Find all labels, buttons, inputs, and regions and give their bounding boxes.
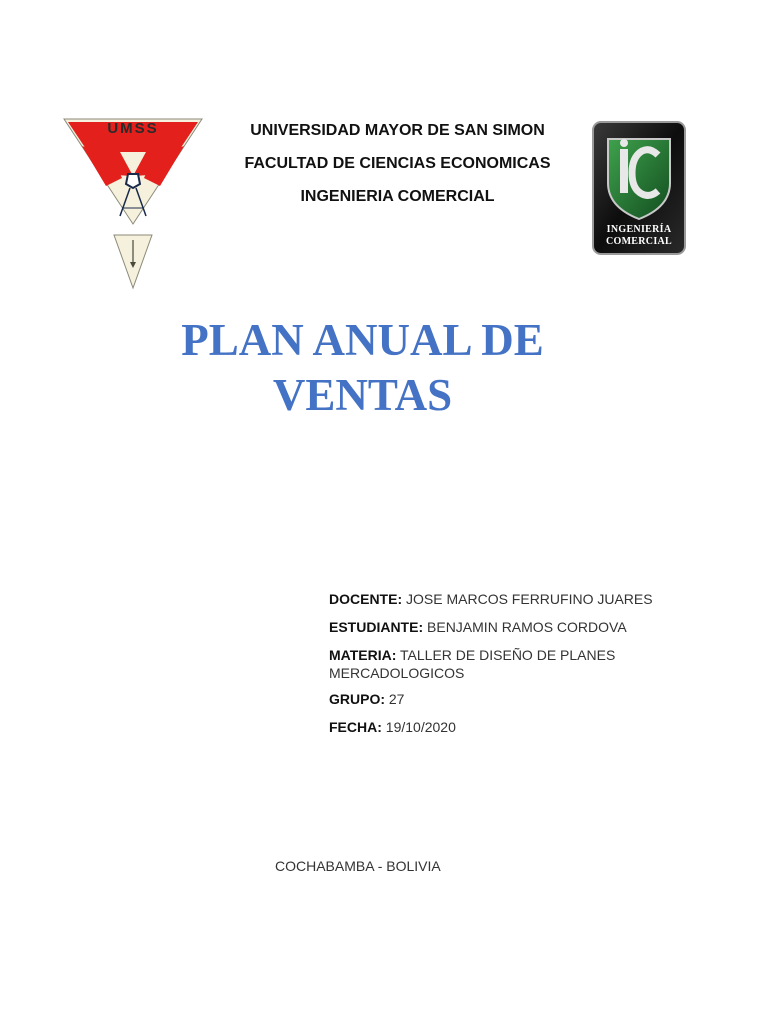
info-block xyxy=(329,590,689,746)
location-footer: COCHABAMBA - BOLIVIA xyxy=(275,858,441,874)
estudiante-row xyxy=(329,618,689,636)
document-title xyxy=(150,313,575,423)
grupo-row xyxy=(329,690,689,708)
materia-label: MATERIA: xyxy=(329,647,397,663)
docente-value: JOSE MARCOS FERRUFINO JUARES xyxy=(406,591,653,607)
umss-shield-icon xyxy=(62,116,204,291)
grupo-label: GRUPO: xyxy=(329,691,385,707)
docente-row xyxy=(329,590,689,608)
ic-logo-line2: COMERCIAL xyxy=(605,236,673,247)
estudiante-label: ESTUDIANTE: xyxy=(329,619,424,635)
grupo-value: 27 xyxy=(388,691,405,707)
docente-label: DOCENTE: xyxy=(329,591,403,607)
university-name: UNIVERSIDAD MAYOR DE SAN SIMON xyxy=(250,122,545,139)
umss-logo-text: UMSS xyxy=(107,120,159,137)
fecha-value: 19/10/2020 xyxy=(385,719,456,735)
ic-logo-line1: INGENIERÍA xyxy=(606,224,672,235)
career-name: INGENIERIA COMERCIAL xyxy=(300,188,495,205)
materia-value: TALLER DE DISEÑO DE PLANES MERCADOLOGICOS xyxy=(329,647,616,681)
fecha-row xyxy=(329,718,689,736)
materia-row xyxy=(329,646,689,682)
title-line-1: PLAN ANUAL DE xyxy=(181,315,544,365)
umss-logo-icon xyxy=(62,116,204,291)
title-line-2: VENTAS xyxy=(272,370,453,420)
faculty-name: FACULTAD DE CIENCIAS ECONOMICAS xyxy=(244,155,551,172)
fecha-label: FECHA: xyxy=(329,719,382,735)
institution-header xyxy=(200,120,595,219)
ic-logo-icon xyxy=(592,121,686,255)
estudiante-value: BENJAMIN RAMOS CORDOVA xyxy=(427,619,627,635)
